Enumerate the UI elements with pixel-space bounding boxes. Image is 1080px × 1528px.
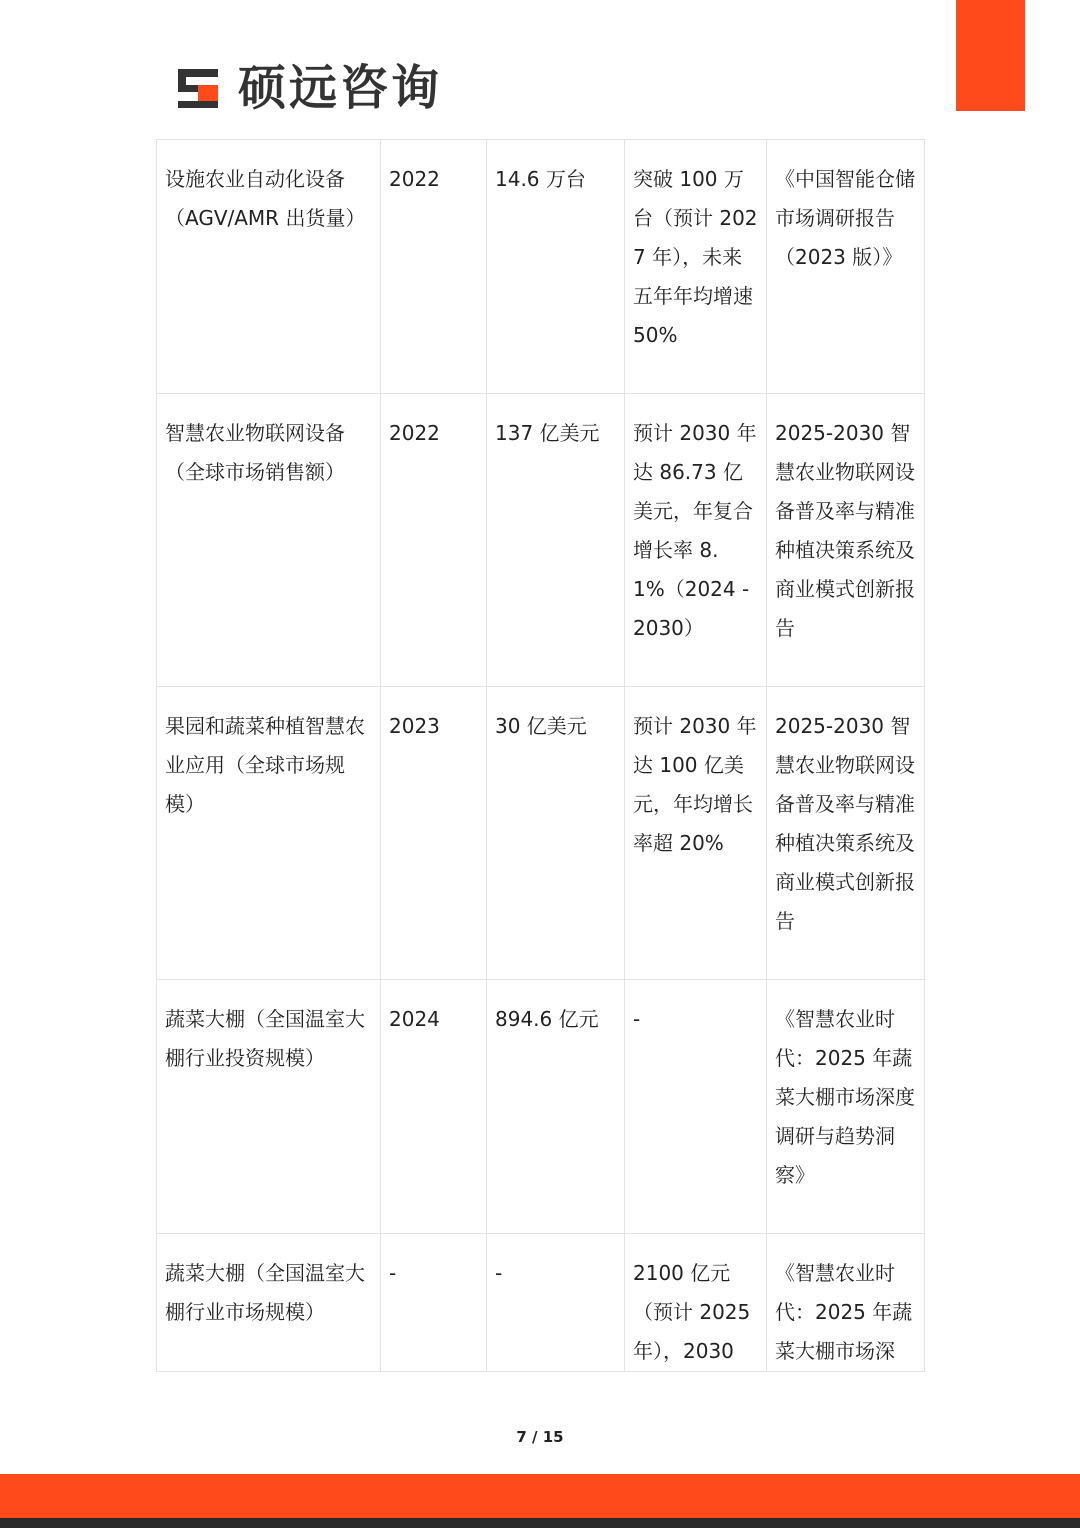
s-shaped-brand-mark-icon [176, 63, 226, 113]
cell-source: 2025-2030 智慧农业物联网设备普及率与精准种植决策系统及商业模式创新报告 [767, 394, 925, 687]
cell-source [767, 1234, 925, 1372]
cell-item: 蔬菜大棚（全国温室大棚行业投资规模） [157, 980, 381, 1234]
cell-source: 《智慧农业时代：2025 年蔬菜大棚市场深度调研与趋势洞察》 [767, 980, 925, 1234]
cell-forecast: - [625, 980, 767, 1234]
cell-forecast: 突破 100 万台（预计 2027 年），未来五年年均增速 50% [625, 140, 767, 394]
cell-item [157, 1234, 381, 1372]
cell-value-text: - [495, 1261, 503, 1285]
table-row [157, 394, 925, 687]
cell-item: 设施农业自动化设备（AGV/AMR 出货量） [157, 140, 381, 394]
brand-name: 硕远咨询 [238, 60, 443, 116]
cell-year [381, 1234, 487, 1372]
brand-header [176, 58, 442, 118]
table-row [157, 980, 925, 1234]
cell-year: 2022 [381, 394, 487, 687]
cell-forecast-text: 2100 亿元（预计 2025 年），2030 [633, 1261, 751, 1363]
table-row [157, 140, 925, 394]
cell-source-text: 《智慧农业时代：2025 年蔬菜大棚市场深 [775, 1261, 913, 1363]
cell-value: 137 亿美元 [487, 394, 625, 687]
table-row [157, 687, 925, 980]
cell-item: 果园和蔬菜种植智慧农业应用（全球市场规模） [157, 687, 381, 980]
cell-value: 14.6 万台 [487, 140, 625, 394]
cell-year: 2024 [381, 980, 487, 1234]
cell-value: 30 亿美元 [487, 687, 625, 980]
cell-forecast: 预计 2030 年达 100 亿美元，年均增长率超 20% [625, 687, 767, 980]
cell-item: 智慧农业物联网设备（全球市场销售额） [157, 394, 381, 687]
cell-value [487, 1234, 625, 1372]
cell-year-text: - [389, 1261, 397, 1285]
market-data-table [156, 139, 925, 1372]
page-number: 7 / 15 [516, 1428, 564, 1446]
cell-forecast: 预计 2030 年达 86.73 亿美元，年复合增长率 8.1%（2024 - 2030） [625, 394, 767, 687]
cell-forecast [625, 1234, 767, 1372]
cell-source: 《中国智能仓储市场调研报告（2023 版）》 [767, 140, 925, 394]
footer-dark-strip [0, 1518, 1080, 1528]
corner-accent-block [956, 0, 1025, 111]
cell-item-text: 蔬菜大棚（全国温室大棚行业市场规模） [165, 1261, 365, 1324]
footer-accent-bar [0, 1474, 1080, 1518]
cell-year: 2023 [381, 687, 487, 980]
cell-source: 2025-2030 智慧农业物联网设备普及率与精准种植决策系统及商业模式创新报告 [767, 687, 925, 980]
cell-year: 2022 [381, 140, 487, 394]
table-row [157, 1234, 925, 1372]
cell-value: 894.6 亿元 [487, 980, 625, 1234]
